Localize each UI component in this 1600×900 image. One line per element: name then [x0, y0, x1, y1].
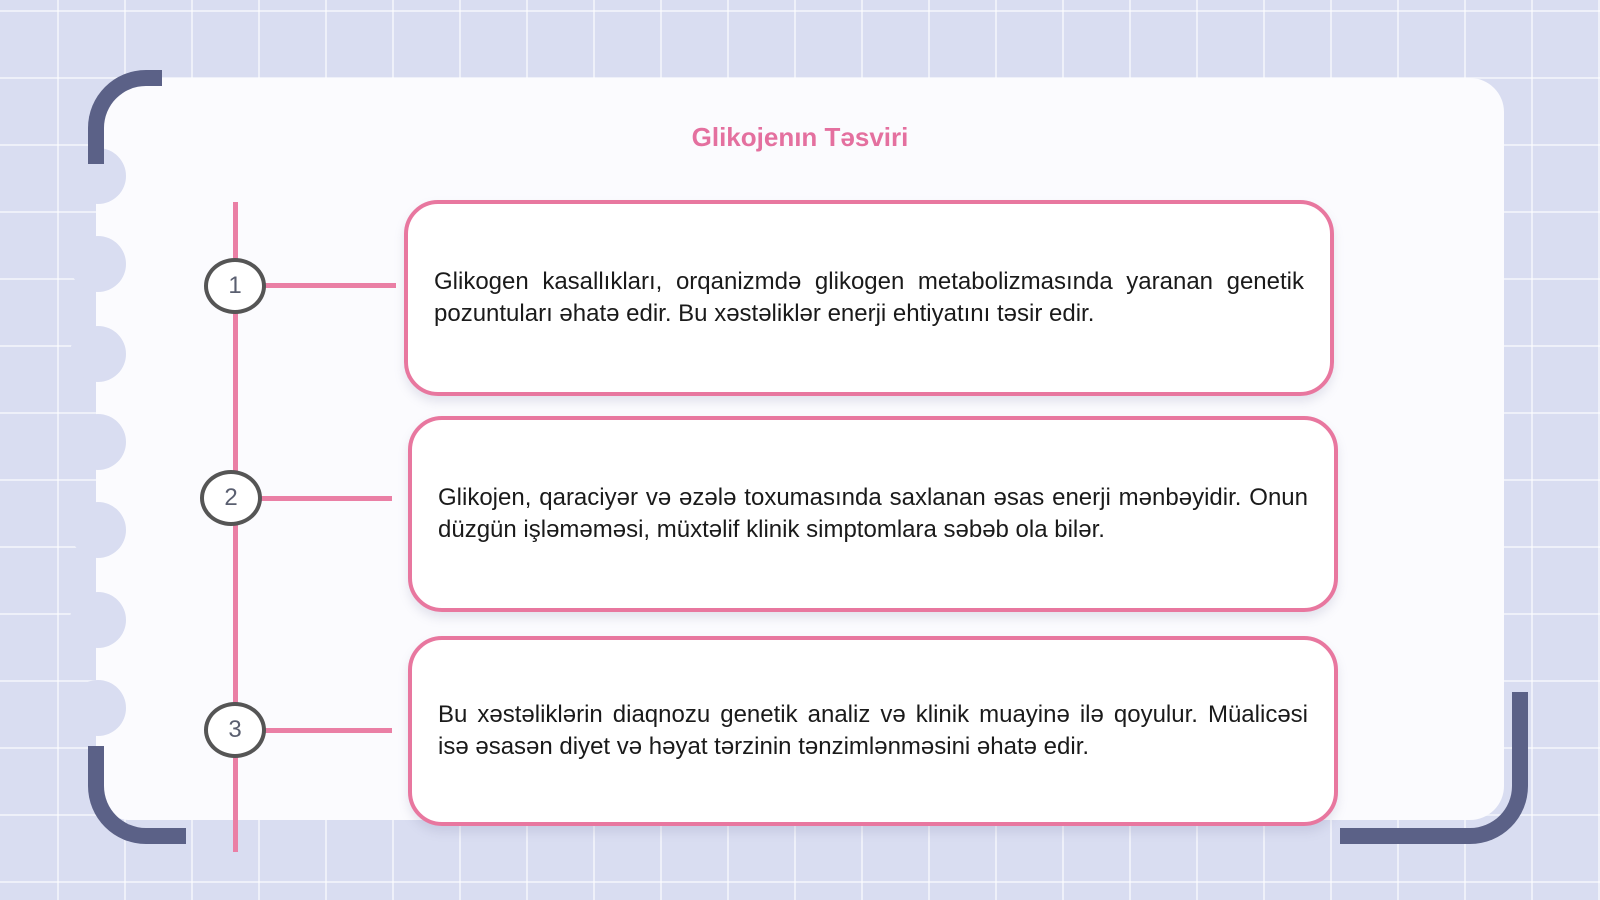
step-text: Glikojen, qaraciyər və əzələ toxumasında saxlanan əsas enerji mənbəyidir. Onun düzgün işləməməsi, müxtəlif klinik simptomlara səbəb ola bilər.	[438, 484, 1308, 543]
timeline-connector	[258, 496, 392, 501]
corner-bracket-bottom-right	[1340, 692, 1528, 844]
step-number-circle	[200, 470, 262, 526]
paper-scallop	[70, 680, 126, 736]
step-card	[404, 200, 1334, 396]
step-card	[408, 636, 1338, 826]
step-number-circle	[204, 702, 266, 758]
paper-scallop	[70, 592, 126, 648]
paper-scallop	[70, 236, 126, 292]
paper-scallop	[70, 326, 126, 382]
step-number: 2	[224, 484, 238, 511]
step-text: Bu xəstəliklərin diaqnozu genetik analiz və klinik muayinə ilə qoyulur. Müalicəsi isə əsasən diyet və həyat tərzinin tənzimlənməsini əhatə edir.	[438, 701, 1308, 760]
corner-bracket-bottom-left	[88, 746, 186, 844]
slide-title: Glikojenın Təsviri	[691, 122, 909, 152]
timeline-connector	[262, 728, 392, 733]
step-number-circle	[204, 258, 266, 314]
step-card	[408, 416, 1338, 612]
step-text: Glikogen kasallıkları, orqanizmdə glikogen metabolizmasında yaranan genetik pozuntuları əhatə edir. Bu xəstəliklər enerji ehtiyatını təsir edir.	[434, 268, 1304, 327]
paper-scallop	[70, 502, 126, 558]
paper-scallop	[70, 414, 126, 470]
step-number: 3	[228, 716, 242, 743]
step-number: 1	[228, 272, 242, 299]
timeline-connector	[262, 283, 396, 288]
